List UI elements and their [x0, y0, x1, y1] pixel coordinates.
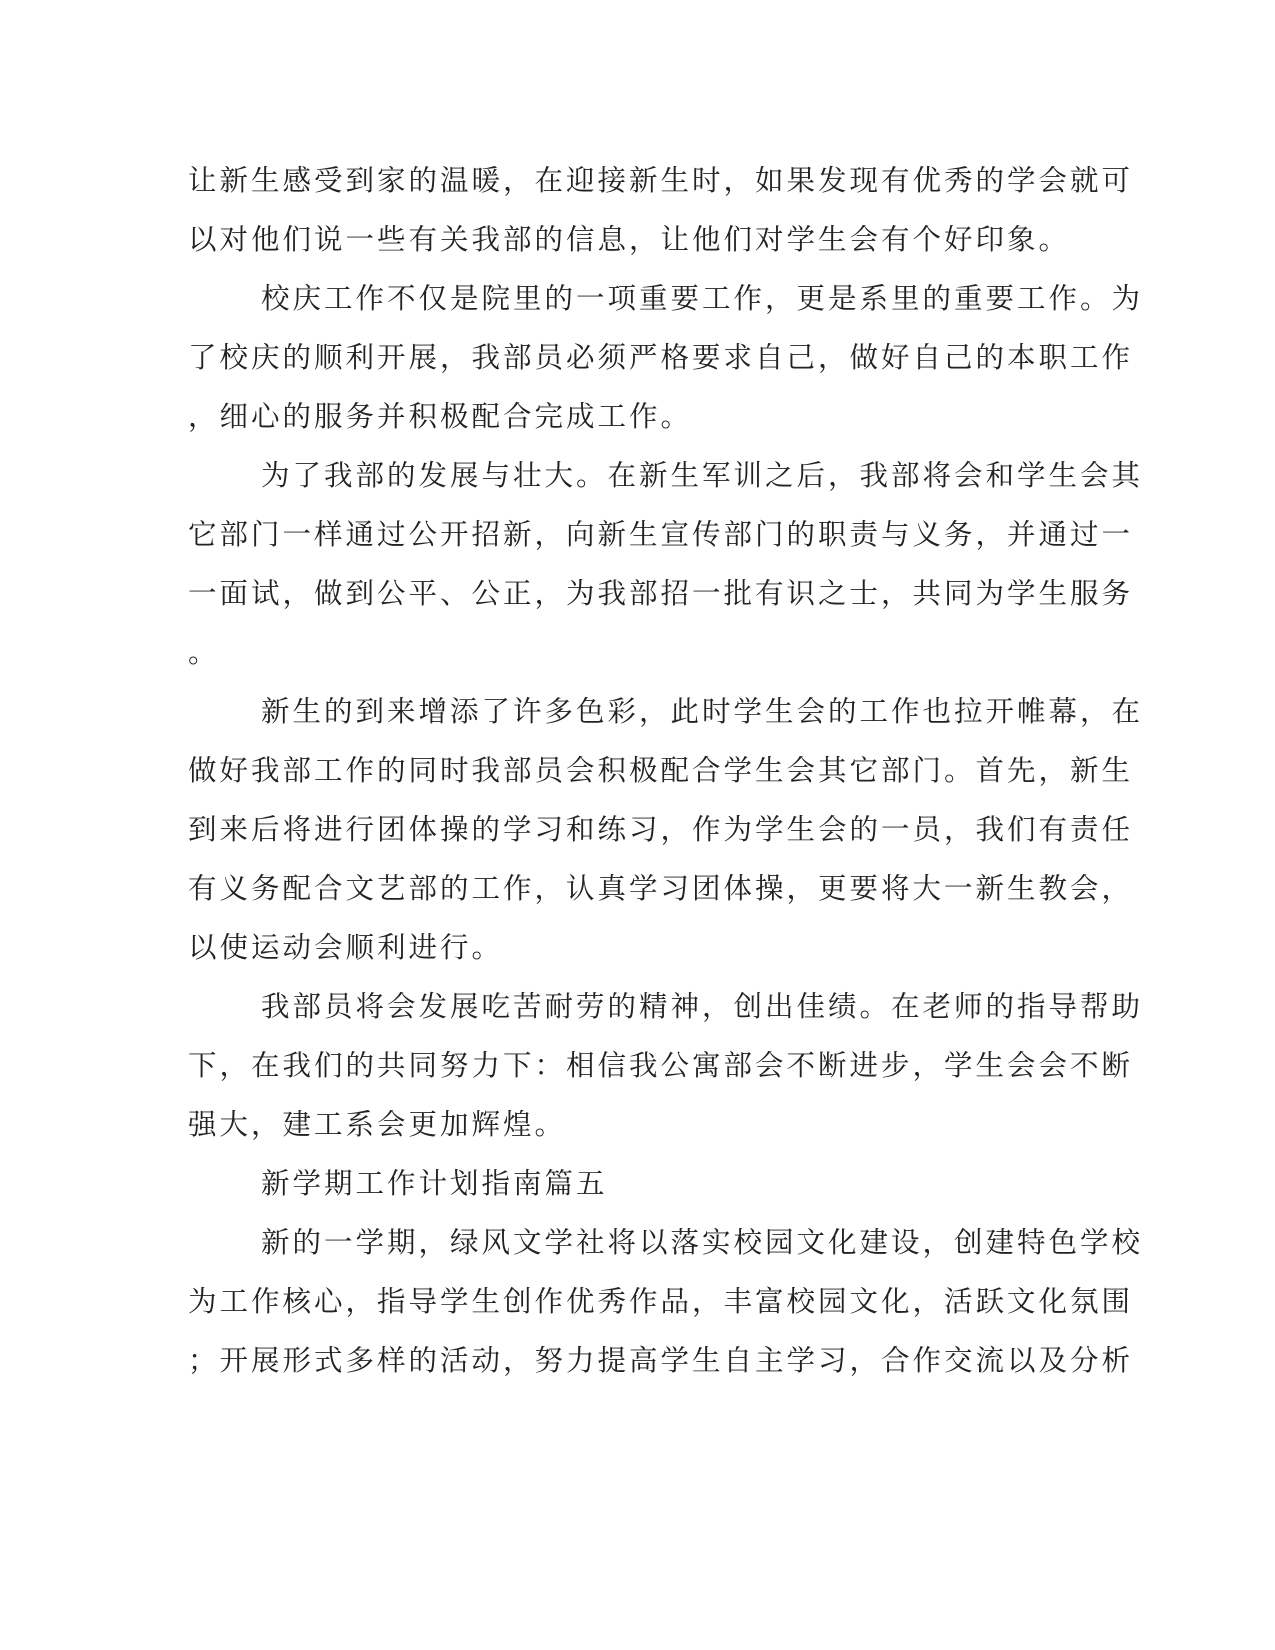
text-line: 到来后将进行团体操的学习和练习，作为学生会的一员，我们有责任 — [188, 813, 1134, 846]
text-line: 做好我部工作的同时我部员会积极配合学生会其它部门。首先，新生 — [188, 754, 1134, 787]
text-line: 一面试，做到公平、公正，为我部招一批有识之士，共同为学生服务 — [188, 577, 1134, 610]
text-line: 为工作核心，指导学生创作优秀作品，丰富校园文化，活跃文化氛围 — [188, 1285, 1134, 1318]
paragraph-start-line: 为了我部的发展与壮大。在新生军训之后，我部将会和学生会其 — [261, 459, 1144, 492]
text-line: 下，在我们的共同努力下：相信我公寓部会不断进步，学生会会不断 — [188, 1049, 1134, 1082]
text-line: 。 — [188, 636, 220, 669]
text-line: 它部门一样通过公开招新，向新生宣传部门的职责与义务，并通过一 — [188, 518, 1134, 551]
text-line: ；开展形式多样的活动，努力提高学生自主学习，合作交流以及分析 — [188, 1344, 1134, 1377]
text-line: 让新生感受到家的温暖，在迎接新生时，如果发现有优秀的学会就可 — [188, 164, 1134, 197]
text-line: 有义务配合文艺部的工作，认真学习团体操，更要将大一新生教会， — [188, 872, 1134, 905]
paragraph-start-line: 新生的到来增添了许多色彩，此时学生会的工作也拉开帷幕，在 — [261, 695, 1144, 728]
text-line: 强大，建工系会更加辉煌。 — [188, 1108, 567, 1141]
text-line: 了校庆的顺利开展，我部员必须严格要求自己，做好自己的本职工作 — [188, 341, 1134, 374]
text-line: 以对他们说一些有关我部的信息，让他们对学生会有个好印象。 — [188, 223, 1071, 256]
text-line: ，细心的服务并积极配合完成工作。 — [188, 400, 693, 433]
text-line: 以使运动会顺利进行。 — [188, 931, 504, 964]
paragraph-start-line: 新的一学期，绿风文学社将以落实校园文化建设，创建特色学校 — [261, 1226, 1144, 1259]
paragraph-start-line: 我部员将会发展吃苦耐劳的精神，创出佳绩。在老师的指导帮助 — [261, 990, 1144, 1023]
section-heading: 新学期工作计划指南篇五 — [261, 1167, 608, 1200]
paragraph-start-line: 校庆工作不仅是院里的一项重要工作，更是系里的重要工作。为 — [261, 282, 1144, 315]
